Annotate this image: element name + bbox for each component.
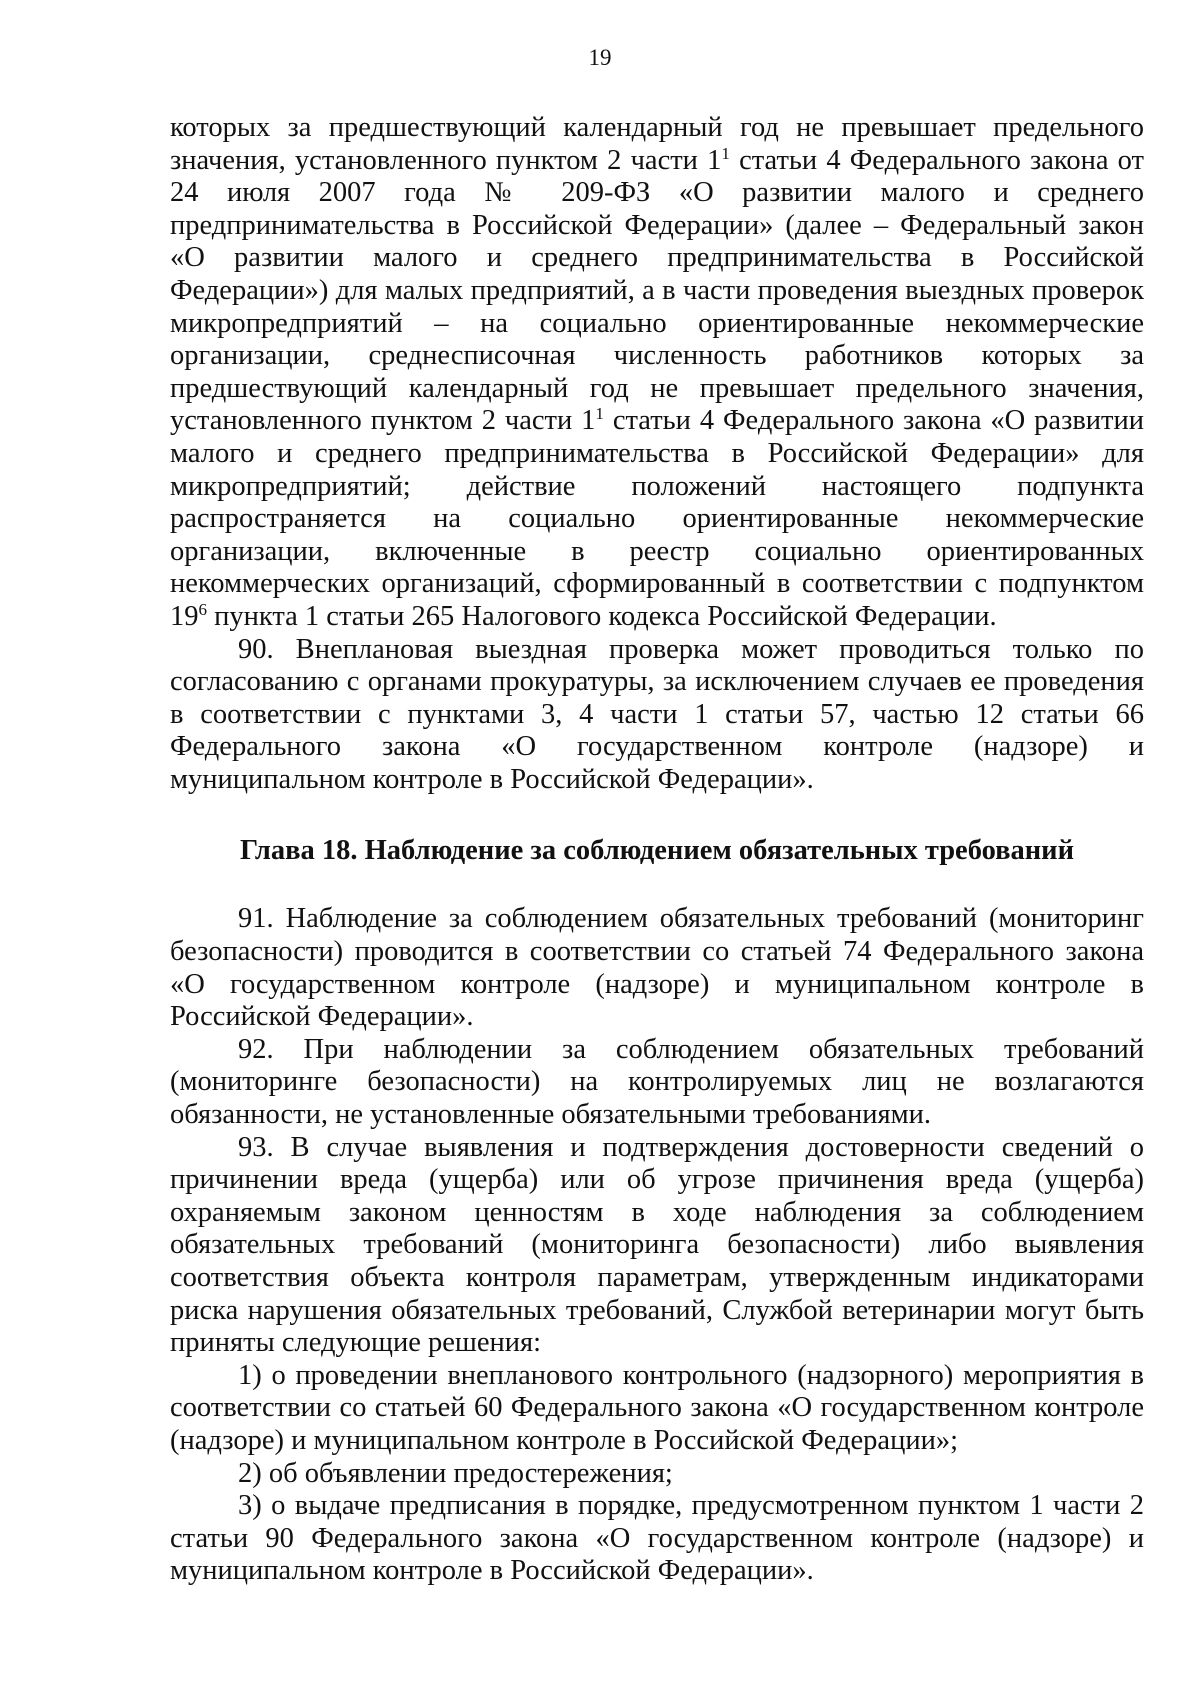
list-item-2: 2) об объявлении предостережения; (238, 1457, 673, 1489)
superscript-3: 6 (198, 599, 207, 619)
paragraph-92: 92. При наблюдении за соблюдением обязательных требований (мониторинге безопасности) на контролируемых лиц не возлагаются обязанности, не установленные обязательными требованиями. (170, 1033, 1144, 1131)
list-item-1: 1) о проведении внепланового контрольного (надзорного) мероприятия в соответствии со статьей 60 Федерального закона «О государственном контроле (надзоре) и муниципальном контроле в Российской Федерации»; (170, 1359, 1144, 1456)
chapter-heading: Глава 18. Наблюдение за соблюдением обязательных требований (239, 835, 1075, 867)
document-body (170, 112, 1144, 1588)
continuation-text-2: статьи 4 Федерального закона от 24 июля 2007 года № 209-ФЗ «О развитии малого и среднего предпринимательства в Российской Федерации» (далее – Федеральный закон «О развитии малого и среднего предпринимательства в Российской Федерации») для малых предприятий, а в части проведения выездных проверок микропредприятий – на социально ориентированные некоммерческие организации, среднесписочная численность работников которых за предшествующий календарный год не превышает предельного значения, установленного пунктом 2 части 1 (170, 144, 1144, 437)
continuation-text-3: статьи 4 Федерального закона «О развитии малого и среднего предпринимательства в Российской Федерации» для микропредприятий; действие положений настоящего подпункта распространяется на социально ориентированные некоммерческие организации, включенные в реестр социально ориентированных некоммерческих организаций, сформированный в соответствии с подпунктом 19 (170, 405, 1144, 632)
continuation-text-4: пункта 1 статьи 265 Налогового кодекса Российской Федерации. (207, 600, 997, 632)
superscript-1: 1 (721, 143, 730, 163)
list-item-3: 3) о выдаче предписания в порядке, предусмотренном пунктом 1 части 2 статьи 90 Федерального закона «О государственном контроле (надзоре) и муниципальном контроле в Российской Федерации». (170, 1490, 1144, 1587)
page-number: 19 (588, 45, 612, 70)
paragraph-continuation (170, 112, 1144, 634)
paragraph-90: 90. Внеплановая выездная проверка может проводиться только по согласованию с органами прокуратуры, за исключением случаев ее проведения в соответствии с пунктами 3, 4 части 1 статьи 57, частью 12 статьи 66 Федерального закона «О государственном контроле (надзоре) и муниципальном контроле в Российской Федерации». (170, 633, 1144, 795)
continuation-text-1: которых за предшествующий календарный год не превышает предельного значения, установленного пунктом 2 части 1 (170, 112, 1144, 176)
superscript-2: 1 (595, 404, 604, 424)
paragraph-93: 93. В случае выявления и подтверждения достоверности сведений о причинении вреда (ущерба) или об угрозе причинения вреда (ущерба) охраняемым законом ценностям в ходе наблюдения за соблюдением обязательных требований (мониторинга безопасности) либо выявления соответствия объекта контроля параметрам, утвержденным индикаторами риска нарушения обязательных требований, Службой ветеринарии могут быть приняты следующие решения: (170, 1131, 1144, 1359)
paragraph-91: 91. Наблюдение за соблюдением обязательных требований (мониторинг безопасности) проводится в соответствии со статьей 74 Федерального закона «О государственном контроле (надзоре) и муниципальном контроле в Российской Федерации». (170, 903, 1144, 1033)
